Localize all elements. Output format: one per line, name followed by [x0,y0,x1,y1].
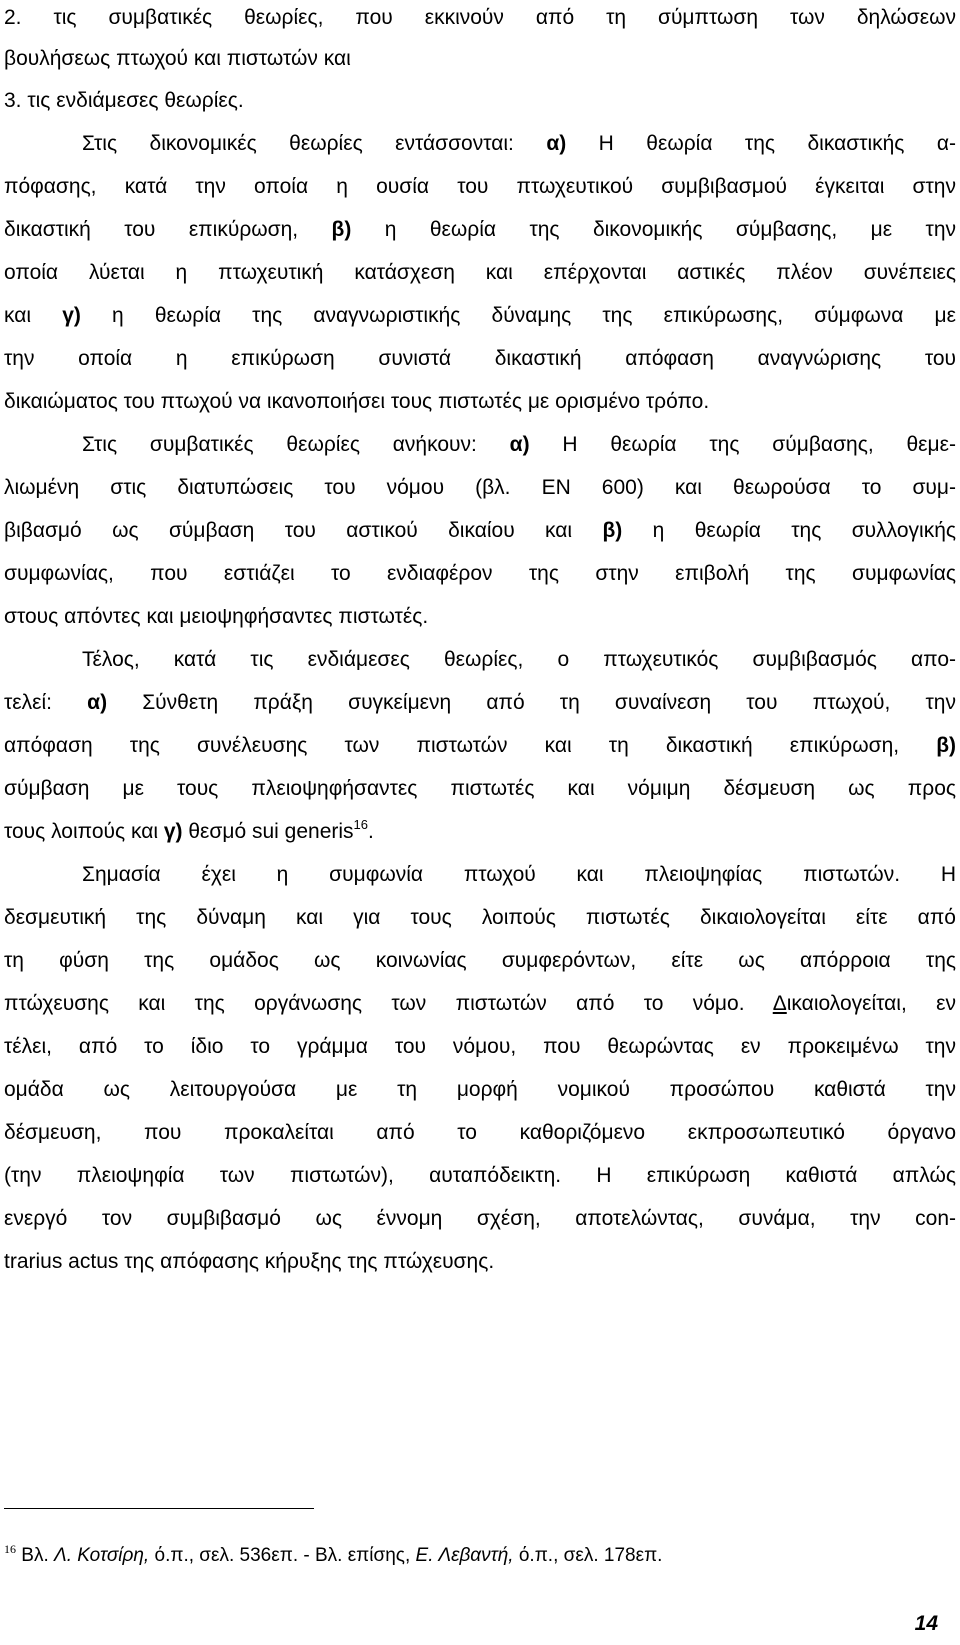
body-line: στους απόντες και μειοψηφήσαντες πιστωτές. [4,605,429,628]
footnote-separator [4,1508,314,1509]
period: . [368,820,374,843]
footnote [4,1542,663,1567]
enumeration-marker: α) [87,691,108,714]
body-line: βιβασμό ως σύμβαση του αστικού δικαίου και β) η θεωρία της συλλογικής [4,519,956,542]
body-text: πτώχευσης και της οργάνωσης των πιστωτών από το νόμο. [4,992,745,1015]
footnote-author: Ε. Λεβαντή, [415,1545,514,1566]
footnote-text: ό.π., σελ. 536επ. - Βλ. επίσης, [149,1545,416,1566]
body-line: 2. τις συμβατικές θεωρίες, που εκκινούν από τη σύμπτωση των δηλώσεων [4,6,956,29]
body-line [4,991,956,1017]
body-line: ενεργό τον συμβιβασμό ως έννομη σχέση, αποτελώντας, συνάμα, την con- [4,1207,956,1230]
body-line: πόφασης, κατά την οποία η ουσία του πτωχευτικού συμβιβασμού έγκειται στην [4,175,956,198]
enumeration-marker: β) [331,218,352,241]
body-line [4,819,956,845]
enumeration-marker: γ) [62,304,81,327]
body-line: Στις συμβατικές θεωρίες ανήκουν: α) Η θεωρία της σύμβασης, θεμε- [82,433,956,456]
body-line: 3. τις ενδιάμεσες θεωρίες. [4,89,244,112]
footnote-text: ό.π., σελ. 178επ. [513,1545,663,1566]
enumeration-marker: α) [509,433,530,456]
page-number: 14 [914,1612,938,1635]
body-text: ικαιολογείται, εν [786,992,956,1015]
body-line: δικαιώματος του πτωχού να ικανοποιήσει τους πιστωτές με ορισμένο τρόπο. [4,390,710,413]
body-line: Στις δικονομικές θεωρίες εντάσσονται: α) Η θεωρία της δικαστικής α- [82,132,957,155]
body-line: Τέλος, κατά τις ενδιάμεσες θεωρίες, ο πτωχευτικός συμβιβασμός απο- [82,648,956,671]
body-line: δεσμευτική της δύναμη και για τους λοιπούς πιστωτές δικαιολογείται είτε από [4,906,956,929]
footnote-reference: 16 [353,817,369,832]
body-line: οποία λύεται η πτωχευτική κατάσχεση και επέρχονται αστικές πλέον συνέπειες [4,261,956,284]
enumeration-marker: β) [602,519,623,542]
enumeration-marker: α) [546,132,567,155]
body-line: και γ) η θεωρία της αναγνωριστικής δύναμης της επικύρωσης, σύμφωνα με [4,304,956,327]
body-line: trarius actus της απόφασης κήρυξης της πτώχευσης. [4,1250,495,1273]
body-text: τους λοιπούς και γ) θεσμό sui generis [4,820,354,843]
body-line: δέσμευση, που προκαλείται από το καθοριζόμενο εκπροσωπευτικό όργανο [4,1121,956,1144]
body-line: βουλήσεως πτωχού και πιστωτών και [4,47,351,70]
body-line: τέλει, από το ίδιο το γράμμα του νόμου, που θεωρώντας εν προκειμένω την [4,1035,956,1058]
body-line: συμφωνίας, που εστιάζει το ενδιαφέρον της στην επιβολή της συμφωνίας [4,562,956,585]
body-line: τη φύση της ομάδος ως κοινωνίας συμφερόντων, είτε ως απόρροια της [4,949,956,972]
underlined-letter: Δ [772,992,787,1015]
footnote-text: Βλ. [16,1545,55,1566]
body-line: ομάδα ως λειτουργούσα με τη μορφή νομικού προσώπου καθιστά την [4,1078,956,1101]
enumeration-marker: β) [936,734,956,757]
body-line: την οποία η επικύρωση συνιστά δικαστική απόφαση αναγνώρισης του [4,347,956,370]
body-line: τελεί: α) Σύνθετη πράξη συγκείμενη από τη συναίνεση του πτωχού, την [4,691,956,714]
footnote-number: 16 [4,1542,16,1556]
enumeration-marker: γ) [163,820,183,843]
body-line: λιωμένη στις διατυπώσεις του νόμου (βλ. ΕΝ 600) και θεωρούσα το συμ- [4,476,956,499]
body-line: Σημασία έχει η συμφωνία πτωχού και πλειοψηφίας πιστωτών. Η [82,863,956,886]
body-line: (την πλειοψηφία των πιστωτών), αυταπόδεικτη. Η επικύρωση καθιστά απλώς [4,1164,956,1187]
body-line: απόφαση της συνέλευσης των πιστωτών και τη δικαστική επικύρωση, β) [4,734,956,757]
body-line: σύμβαση με τους πλειοψηφήσαντες πιστωτές και νόμιμη δέσμευση ως προς [4,777,956,800]
body-line: δικαστική του επικύρωση, β) η θεωρία της δικονομικής σύμβασης, με την [4,218,956,241]
footnote-author: Λ. Κοτσίρη, [54,1545,150,1566]
